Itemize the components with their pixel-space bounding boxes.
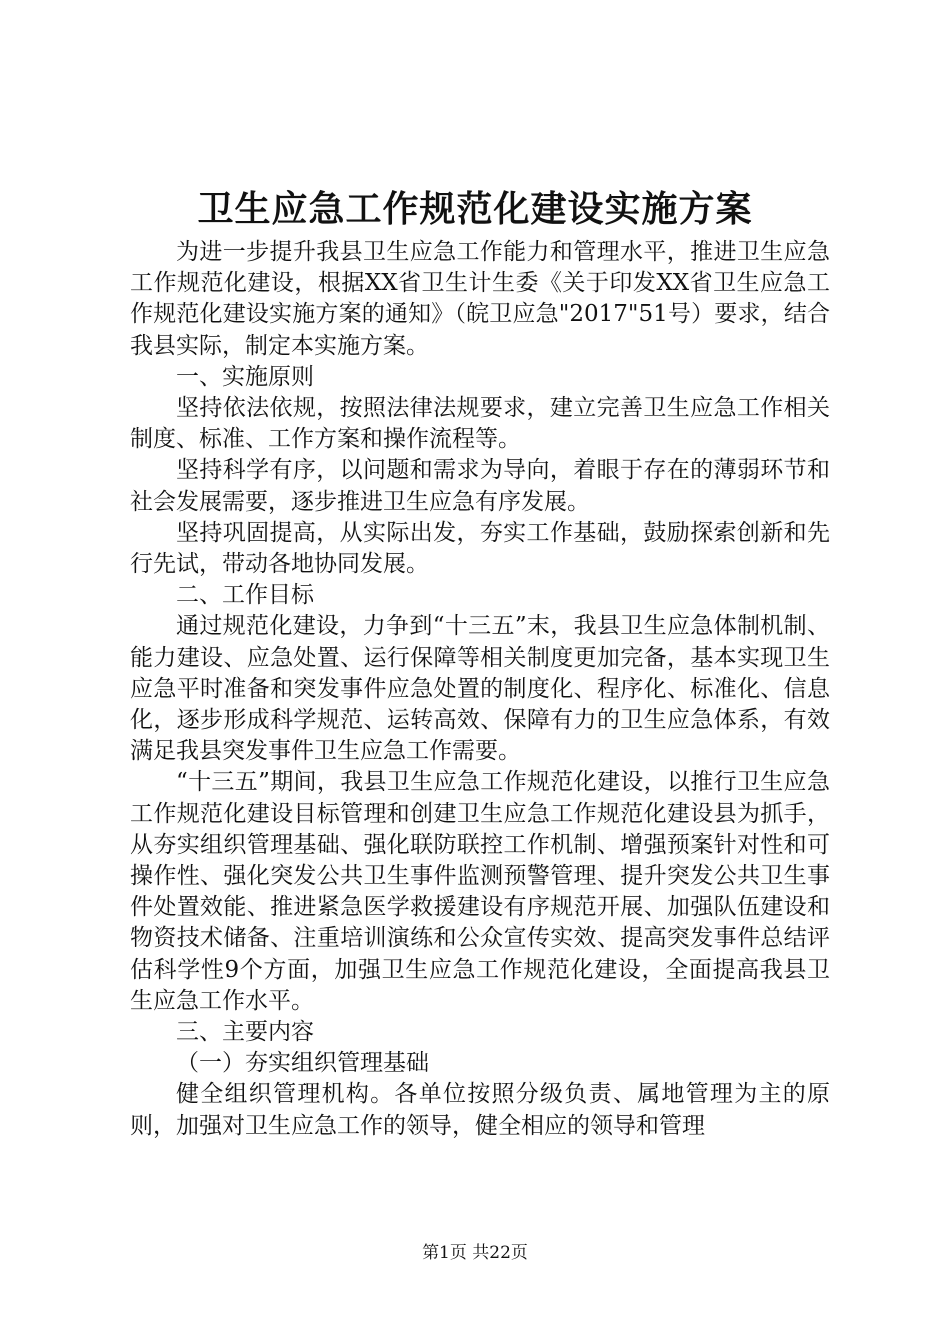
section-heading-principles: 一、实施原则	[176, 363, 314, 390]
paragraph-organization: 健全组织管理机构。各单位按照分级负责、属地管理为主的原则，加强对卫生应急工作的领导，健全相应的领导和管理	[130, 1081, 830, 1139]
document-body	[130, 237, 830, 1142]
subsection-heading-organization: （一）夯实组织管理基础	[176, 1050, 429, 1077]
paragraph-principle-science: 坚持科学有序，以问题和需求为导向，着眼于存在的薄弱环节和社会发展需要，逐步推进卫生应急有序发展。	[130, 457, 830, 515]
paragraph-principle-consolidate: 坚持巩固提高，从实际出发，夯实工作基础，鼓励探索创新和先行先试，带动各地协同发展。	[130, 519, 830, 578]
document-title: 卫生应急工作规范化建设实施方案	[197, 188, 753, 230]
page-number-footer: 第1页 共22页	[422, 1243, 528, 1263]
paragraph-goals-period: “十三五”期间，我县卫生应急工作规范化建设，以推行卫生应急工作规范化建设目标管理和创建卫生应急工作规范化建设县为抓手，从夯实组织管理基础、强化联防联控工作机制、增强预案针对性和可操作性、强化突发公共卫生事件监测预警管理、提升突发公共卫生事件处置效能、推进紧急医学救援建设有序规范开展、加强队伍建设和物资技术储备、注重培训演练和公众宣传实效、提高突发事件总结评估科学性9个方面，加强卫生应急工作规范化建设，全面提高我县卫生应急工作水平。	[130, 769, 830, 1014]
paragraph-intro: 为进一步提升我县卫生应急工作能力和管理水平，推进卫生应急工作规范化建设，根据XX省卫生计生委《关于印发XX省卫生应急工作规范化建设实施方案的通知》（皖卫应急"2017"51号）要求，结合我县实际，制定本实施方案。	[130, 239, 830, 359]
section-heading-goals: 二、工作目标	[176, 582, 314, 609]
section-heading-content: 三、主要内容	[176, 1019, 314, 1046]
paragraph-goals: 通过规范化建设，力争到“十三五”末，我县卫生应急体制机制、能力建设、应急处置、运行保障等相关制度更加完备，基本实现卫生应急平时准备和突发事件应急处置的制度化、程序化、标准化、信息化，逐步形成科学规范、运转高效、保障有力的卫生应急体系，有效满足我县突发事件卫生应急工作需要。	[130, 613, 830, 765]
paragraph-principle-law: 坚持依法依规，按照法律法规要求，建立完善卫生应急工作相关制度、标准、工作方案和操作流程等。	[130, 395, 830, 453]
